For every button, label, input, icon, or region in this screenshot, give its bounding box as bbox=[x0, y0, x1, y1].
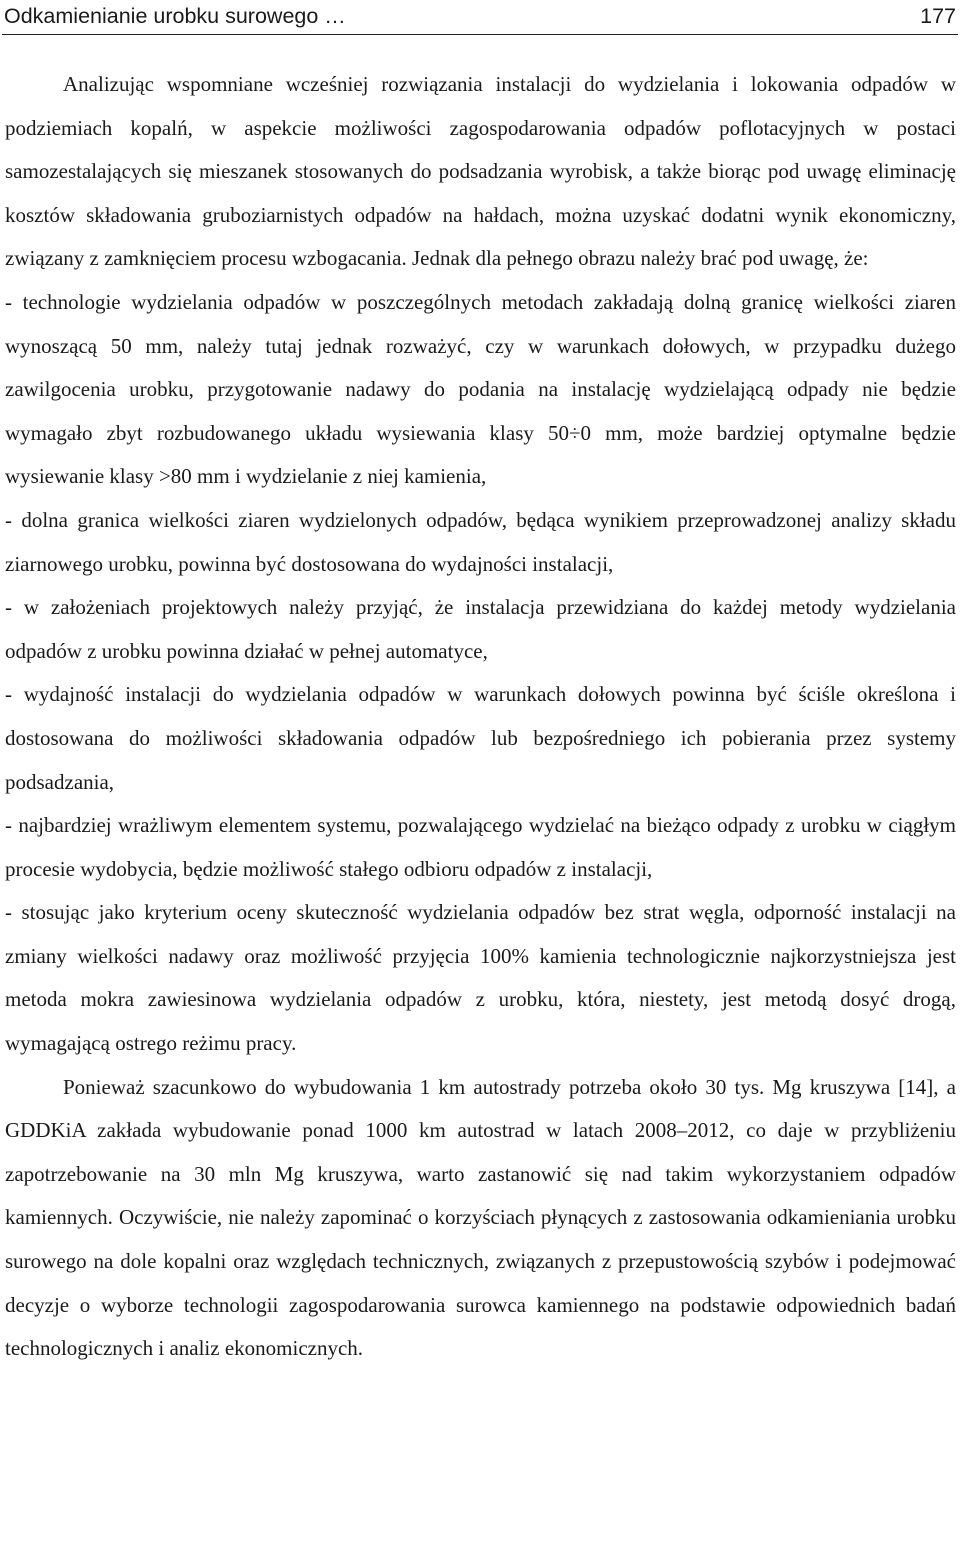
page-number: 177 bbox=[920, 4, 956, 28]
intro-paragraph: Analizując wspomniane wcześniej rozwiązania instalacji do wydzielania i lokowania odpadów w podziemiach kopalń, w aspekcie możliwości zagospodarowania odpadów poflotacyjnych w postaci samozestalających się mieszanek stosowanych do podsadzania wyrobisk, a także biorąc pod uwagę eliminację kosztów składowania gruboziarnistych odpadów na hałdach, można uzyskać dodatni wynik ekonomiczny, związany z zamknięciem procesu wzbogacania. Jednak dla pełnego obrazu należy brać pod uwagę, że: bbox=[5, 72, 956, 271]
list-item-sensitive-element: - najbardziej wrażliwym elementem systemu, pozwalającego wydzielać na bieżąco odpady z urobku w ciągłym procesie wydobycia, będzie możliwość stałego odbioru odpadów z instalacji, bbox=[5, 813, 956, 881]
list-item-criteria: - stosując jako kryterium oceny skuteczność wydzielania odpadów bez strat węgla, odporność instalacji na zmiany wielkości nadawy oraz możliwość przyjęcia 100% kamienia technologicznie najkorzystniejsza jest metoda mokra zawiesinowa wydzielania odpadów z urobku, która, niestety, jest metodą dosyć drogą, wymagającą ostrego reżimu pracy. bbox=[5, 900, 956, 1056]
running-header bbox=[2, 0, 958, 35]
list-item-automation: - w założeniach projektowych należy przyjąć, że instalacja przewidziana do każdej metody wydzielania odpadów z urobku powinna działać w pełnej automatyce, bbox=[5, 595, 956, 663]
list-item-grain-limit: - dolna granica wielkości ziaren wydzielonych odpadów, będąca wynikiem przeprowadzonej analizy składu ziarnowego urobku, powinna być dostosowana do wydajności instalacji, bbox=[5, 507, 956, 576]
list-item-technologies: - technologie wydzielania odpadów w poszczególnych metodach zakładają dolną granicę wielkości ziaren wynoszącą 50 mm, należy tutaj jednak rozważyć, czy w warunkach dołowych, w przypadku dużego zawilgocenia urobku, przygotowanie nadawy do podania na instalację wydzielającą odpady nie będzie wymagało zbyt rozbudowanego układu wysiewania klasy 50÷0 mm, może bardziej optymalne będzie wysiewanie klasy >80 mm i wydzielanie z niej kamienia, bbox=[5, 289, 956, 489]
list-item-throughput: - wydajność instalacji do wydzielania odpadów w warunkach dołowych powinna być ściśle określona i dostosowana do możliwości składowania odpadów lub bezpośredniego ich pobierania przez systemy podsadzania, bbox=[5, 682, 956, 794]
chapter-title: Odkamienianie urobku surowego … bbox=[4, 4, 346, 28]
closing-paragraph: Ponieważ szacunkowo do wybudowania 1 km autostrady potrzeba około 30 tys. Mg kruszywa [14], a GDDKiA zakłada wybudowanie ponad 1000 km autostrad w latach 2008–2012, co daje w przybliżeniu zapotrzebowanie na 30 mln Mg kruszywa, warto zastanowić się nad takim wykorzystaniem odpadów kamiennych. Oczywiście, nie należy zapominać o korzyściach płynących z zastosowania odkamieniania urobku surowego na dole kopalni oraz względach technicznych, związanych z przepustowością szybów i podejmować decyzje o wyborze technologii zagospodarowania surowca kamiennego na podstawie odpowiednich badań technologicznych i analiz ekonomicznych. bbox=[5, 1074, 956, 1361]
body-text bbox=[5, 63, 956, 1371]
